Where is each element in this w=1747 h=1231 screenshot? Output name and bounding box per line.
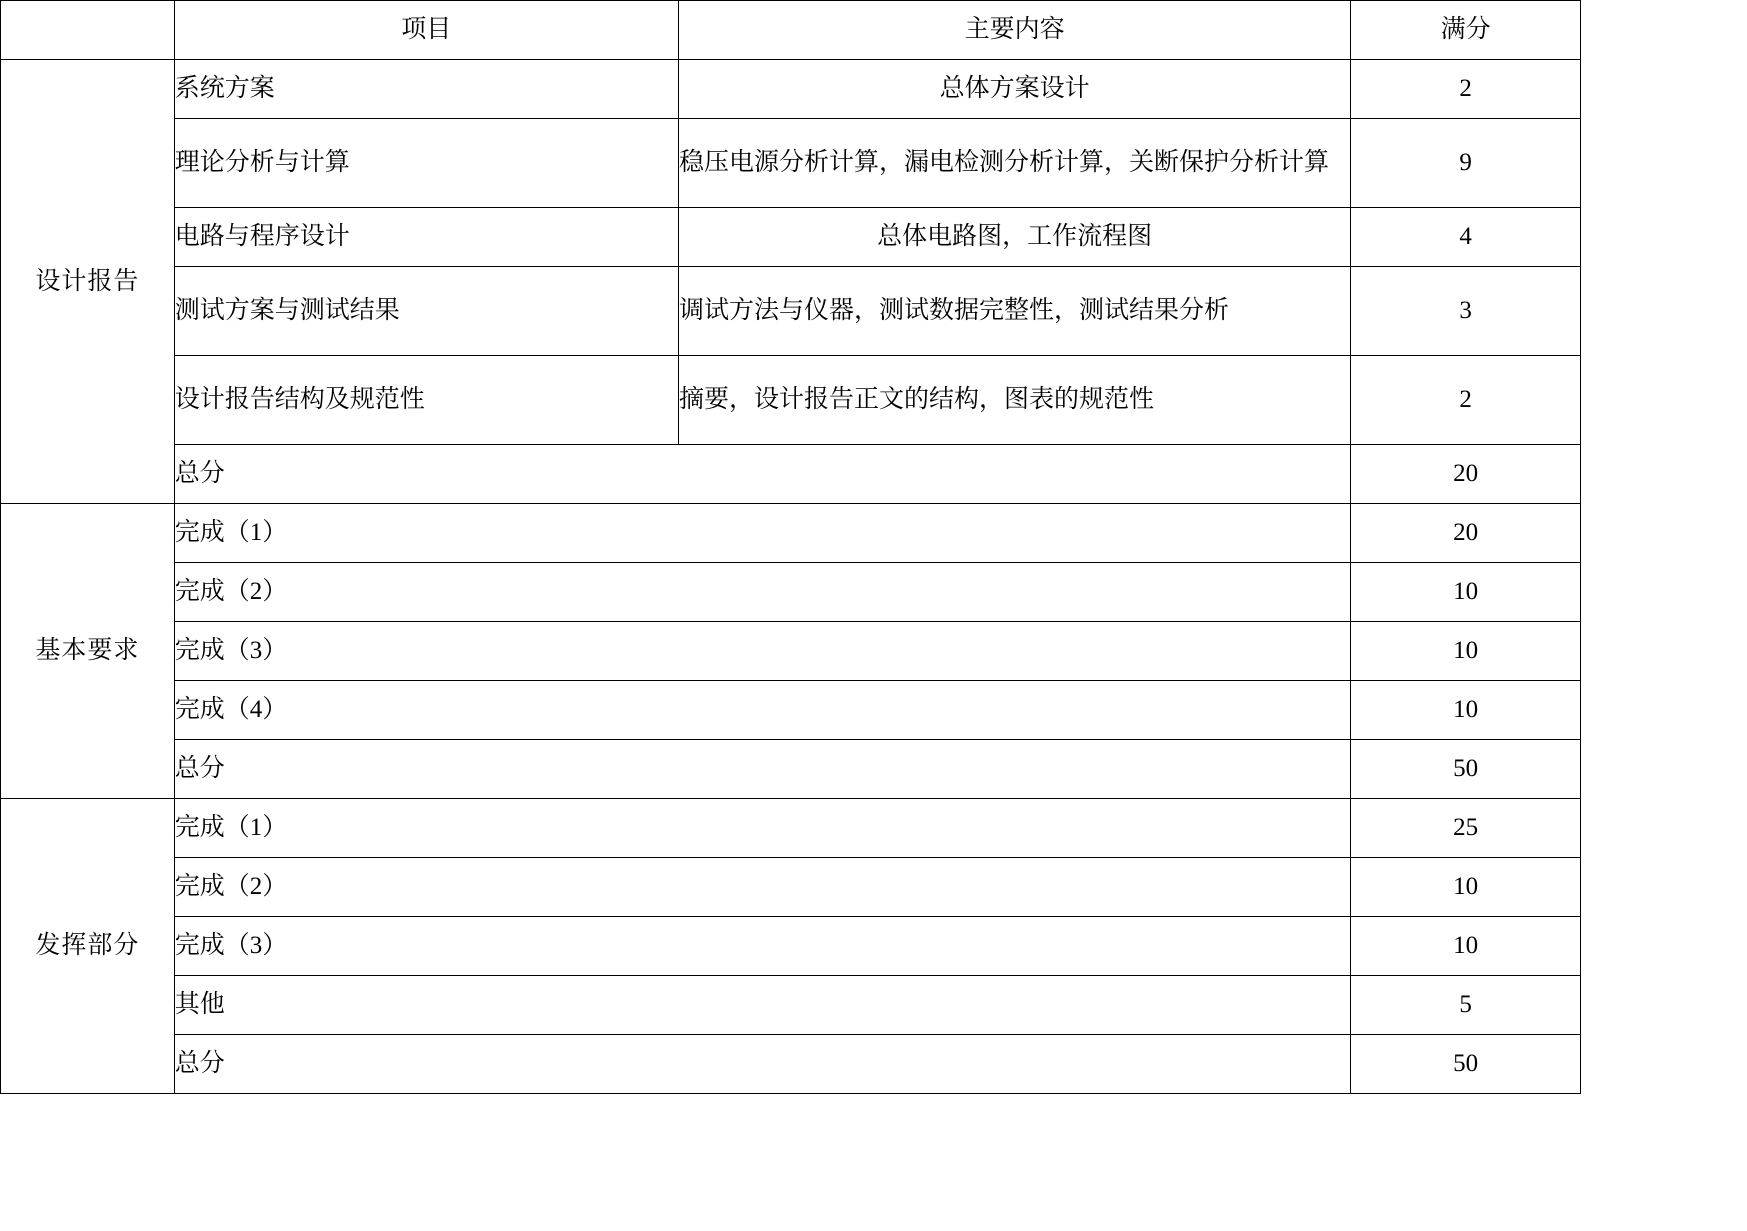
score-value: 3	[1351, 267, 1581, 356]
header-corner-cell	[1, 1, 175, 60]
table-total-row	[1, 445, 1581, 504]
table-row	[1, 267, 1581, 356]
score-value: 4	[1351, 208, 1581, 267]
score-value: 25	[1351, 799, 1581, 858]
table-row	[1, 504, 1581, 563]
item-label: 完成（1）	[174, 799, 1351, 858]
item-label: 完成（4）	[174, 681, 1351, 740]
table-row	[1, 208, 1581, 267]
total-score: 50	[1351, 1035, 1581, 1094]
item-label: 测试方案与测试结果	[174, 267, 678, 356]
score-value: 10	[1351, 622, 1581, 681]
score-value: 20	[1351, 504, 1581, 563]
content-label: 稳压电源分析计算，漏电检测分析计算，关断保护分析计算	[678, 119, 1350, 208]
item-label: 完成（2）	[174, 563, 1351, 622]
content-label: 总体方案设计	[678, 60, 1350, 119]
table-total-row	[1, 740, 1581, 799]
table-row	[1, 563, 1581, 622]
item-label: 完成（3）	[174, 622, 1351, 681]
item-label: 完成（1）	[174, 504, 1351, 563]
category-extended-part: 发挥部分	[1, 799, 175, 1094]
score-value: 2	[1351, 356, 1581, 445]
header-score: 满分	[1351, 1, 1581, 60]
table-total-row	[1, 1035, 1581, 1094]
item-label: 完成（2）	[174, 858, 1351, 917]
content-label: 总体电路图，工作流程图	[678, 208, 1350, 267]
total-label: 总分	[174, 1035, 1351, 1094]
header-content: 主要内容	[678, 1, 1350, 60]
score-value: 9	[1351, 119, 1581, 208]
table-row	[1, 858, 1581, 917]
score-value: 5	[1351, 976, 1581, 1035]
item-label: 完成（3）	[174, 917, 1351, 976]
table-row	[1, 681, 1581, 740]
category-design-report: 设计报告	[1, 60, 175, 504]
item-label: 其他	[174, 976, 1351, 1035]
score-value: 10	[1351, 858, 1581, 917]
table-row	[1, 622, 1581, 681]
header-item: 项目	[174, 1, 678, 60]
item-label: 理论分析与计算	[174, 119, 678, 208]
item-label: 系统方案	[174, 60, 678, 119]
table-row	[1, 356, 1581, 445]
total-label: 总分	[174, 740, 1351, 799]
score-value: 10	[1351, 917, 1581, 976]
category-basic-requirements: 基本要求	[1, 504, 175, 799]
item-label: 设计报告结构及规范性	[174, 356, 678, 445]
score-value: 2	[1351, 60, 1581, 119]
score-value: 10	[1351, 563, 1581, 622]
score-value: 10	[1351, 681, 1581, 740]
table-row	[1, 917, 1581, 976]
content-label: 调试方法与仪器，测试数据完整性，测试结果分析	[678, 267, 1350, 356]
table-row	[1, 119, 1581, 208]
table-row	[1, 60, 1581, 119]
total-label: 总分	[174, 445, 1351, 504]
table-row	[1, 976, 1581, 1035]
total-score: 50	[1351, 740, 1581, 799]
item-label: 电路与程序设计	[174, 208, 678, 267]
table-header-row	[1, 1, 1581, 60]
total-score: 20	[1351, 445, 1581, 504]
table-row	[1, 799, 1581, 858]
content-label: 摘要，设计报告正文的结构，图表的规范性	[678, 356, 1350, 445]
